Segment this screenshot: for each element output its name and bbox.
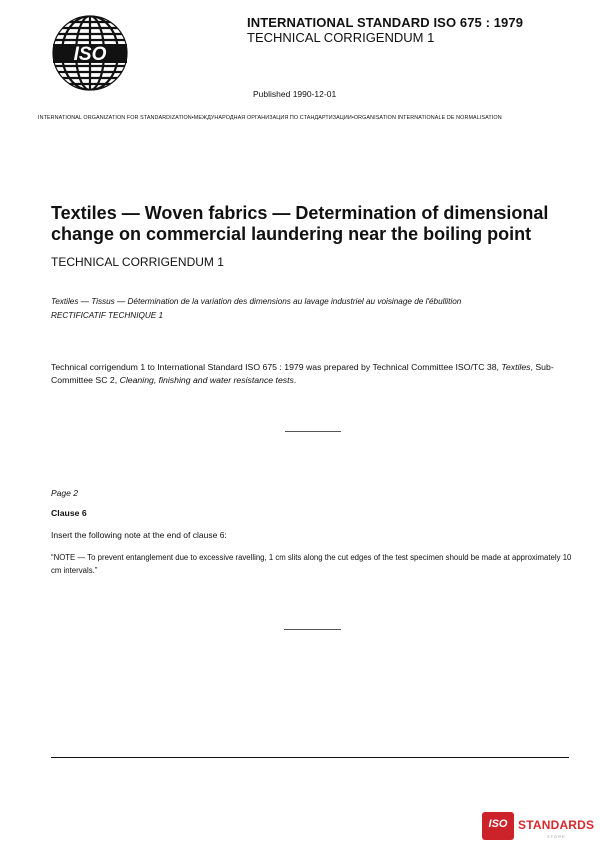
clause-heading: Clause 6 <box>51 508 87 518</box>
standards-store-badge[interactable] <box>482 812 595 844</box>
document-subtitle: TECHNICAL CORRIGENDUM 1 <box>51 255 224 269</box>
store-label: STANDARDS <box>518 818 595 832</box>
note-text: “NOTE — To prevent entanglement due to excessive ravelling, 1 cm slits along the cut edges of the test specimen should be made at approximately 10 cm intervals.” <box>51 553 572 575</box>
intro-part3: . <box>293 375 297 385</box>
standard-title: INTERNATIONAL STANDARD ISO 675 : 1979 <box>247 15 524 30</box>
subcommittee-name: Cleaning, finishing and water resistance tests <box>119 375 294 385</box>
section-divider <box>284 629 341 630</box>
organization-line: INTERNATIONAL ORGANIZATION FOR STANDARDIZATION•МЕЖДУНАРОДНАЯ ОРГАНИЗАЦИЯ ПО СТАНДАРТИЗАЦИИ•ORGANISATION INTERNATIONALE DE NORMALISATION <box>38 115 502 121</box>
page-reference: Page 2 <box>51 488 78 498</box>
french-title <box>51 295 571 323</box>
store-sublabel: STORE <box>547 834 566 839</box>
committee-name: Textiles <box>501 362 531 372</box>
intro-paragraph <box>51 361 571 387</box>
published-date: Published 1990-12-01 <box>253 89 337 99</box>
corrigendum-line: TECHNICAL CORRIGENDUM 1 <box>247 30 435 45</box>
document-title: Textiles — Woven fabrics — Determination of dimensional change on commercial laundering near the boiling point <box>51 203 549 244</box>
french-subtitle-text: RECTIFICATIF TECHNIQUE 1 <box>51 311 164 320</box>
instruction-text: Insert the following note at the end of clause 6: <box>51 530 227 540</box>
section-divider <box>285 431 341 432</box>
intro-part2: , Sub-Committee SC 2, <box>51 362 554 385</box>
logo-text: ISO <box>73 44 107 65</box>
french-title-text: Textiles — Tissus — Détermination de la variation des dimensions au lavage industriel au voisinage de l'ébullition <box>51 297 462 306</box>
store-iso-text: ISO <box>488 818 508 830</box>
bottom-rule <box>51 757 569 758</box>
iso-logo <box>51 14 129 92</box>
intro-part1: Technical corrigendum 1 to International Standard ISO 675 : 1979 was prepared by Technical Committee ISO/TC 38, <box>51 362 502 372</box>
